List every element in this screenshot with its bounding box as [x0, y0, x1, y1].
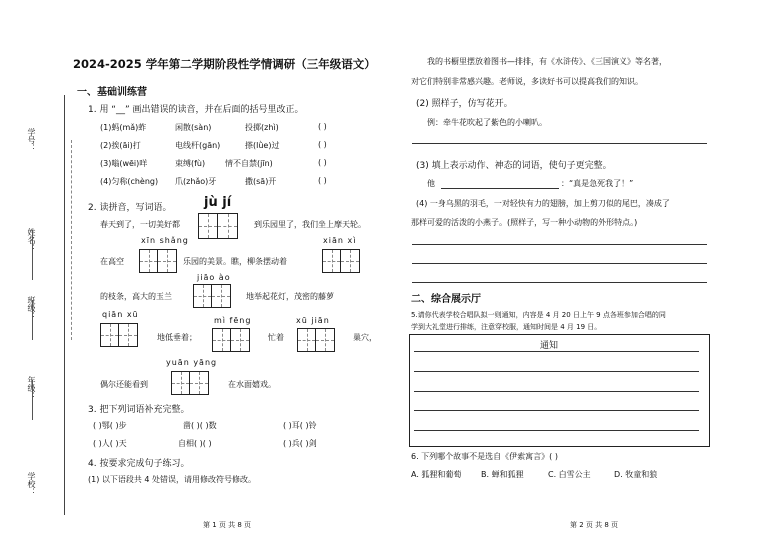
q2-prompt: 2. 读拼音，写词语。 — [88, 203, 172, 213]
binding-line — [64, 95, 65, 515]
q4-sub1: (1) 以下语段共 4 处错误，请用修改符号修改。 — [88, 475, 257, 484]
q1-row3-b: 束缚(fù) — [175, 159, 206, 168]
notice-title: 通知 — [540, 341, 559, 351]
page2-footer: 第 2 页 共 8 页 — [570, 521, 619, 529]
section-heading-comprehensive: 二、综合展示厅 — [411, 294, 481, 305]
pinyin-qianxu: qiān xū — [102, 310, 139, 319]
q2-imitate-prompt: (2) 照样子，仿写花开。 — [416, 99, 513, 109]
pinyin-xianxi: xiān xì — [323, 236, 357, 245]
q3-row2-b[interactable]: 自相( )( ) — [178, 439, 212, 448]
section-heading-basic: 一、基础训练营 — [77, 87, 147, 98]
q5-line-1: 5.请你代表学校合唱队拟一则通知，内容是 4 月 20 日上午 9 点各班参加合唱的同 — [411, 311, 666, 319]
q2-text-6: 地举起花灯，茂密的藤萝 — [246, 292, 334, 301]
pinyin-yuanyang: yuān yāng — [166, 358, 218, 367]
notice-line-5[interactable] — [414, 430, 699, 431]
passage-line-2: 对它们特别非常感兴趣。老师说，多读好书可以提高我们的知识。 — [411, 77, 643, 86]
pinyin-juji: jù jí — [204, 195, 232, 210]
q2-text-10: 偶尔还能看到 — [100, 380, 148, 389]
label-student-number: 学号： — [27, 128, 36, 152]
q1-row4-a: (4)匀称(chèng) — [100, 177, 159, 186]
q3-fill-prompt: (3) 填上表示动作、神态的词语，使句子更完整。 — [416, 161, 612, 171]
q1-row1-c: 投掷(zhì) — [245, 123, 279, 132]
answer-grid-xujian[interactable] — [297, 328, 335, 352]
q3-answer-line[interactable] — [441, 188, 559, 189]
q1-row2-b: 电线杆(gān) — [175, 141, 221, 150]
binding-line-dashed — [71, 140, 72, 340]
q1-row3-c: 情不自禁(jīn) — [225, 159, 273, 168]
q3-end: ：“真是急死我了！” — [561, 179, 634, 188]
answer-grid-juji[interactable] — [198, 213, 238, 239]
q5-line-2: 学到大礼堂进行排练，注意穿校服，通知时间是 4 月 19 日。 — [411, 323, 602, 331]
notice-line-2[interactable] — [414, 371, 699, 372]
q4-describe-line2: 那样可爱的活泼的小燕子。(照样子，写一种小动物的外形特点。) — [411, 218, 638, 227]
q2-text-7: 地低垂着； — [157, 333, 197, 342]
q1-prompt: 1. 用 “__” 画出错误的读音，并在后面的括号里改正。 — [88, 105, 304, 115]
q1-row1-a: (1)蚂(mǎ)蚱 — [100, 123, 147, 132]
q4-answer-line-1[interactable] — [412, 244, 707, 245]
answer-grid-jiaoao[interactable] — [193, 284, 231, 308]
page-title: 2024-2025 学年第二学期阶段性学情调研（三年级语文） — [73, 57, 376, 71]
q6-option-c[interactable]: C. 白雪公主 — [548, 470, 591, 479]
answer-grid-xianxi[interactable] — [322, 249, 360, 273]
notice-line-4[interactable] — [414, 410, 699, 411]
q1-row2-c: 搽(lǜe)过 — [245, 141, 280, 150]
q1-row1-answer[interactable]: ( ) — [318, 122, 327, 131]
pinyin-jiaoao: jiāo ào — [197, 273, 231, 282]
q6-option-d[interactable]: D. 牧童和狼 — [614, 470, 658, 479]
q2-text-8: 忙着 — [268, 333, 284, 342]
q2-text-2: 到乐园里了，我们坐上摩天轮。 — [254, 220, 366, 229]
label-grade: 年级： — [27, 376, 36, 400]
q3-prompt: 3. 把下列词语补充完整。 — [88, 405, 190, 415]
notice-line-3[interactable] — [414, 391, 699, 392]
q1-row2-answer[interactable]: ( ) — [318, 140, 327, 149]
name-underline[interactable] — [32, 230, 33, 280]
pinyin-xujian: xū jiān — [296, 316, 330, 325]
q6-prompt: 6. 下列哪个故事不是选自《伊索寓言》( ) — [411, 452, 558, 461]
label-school: 学校： — [27, 472, 36, 496]
class-underline[interactable] — [32, 300, 33, 340]
q1-row3-a: (3)嗡(wēi)咩 — [100, 159, 148, 168]
label-name: 姓名： — [27, 228, 36, 252]
q2-text-9: 巢穴， — [353, 333, 377, 342]
answer-grid-yuanyang[interactable] — [171, 371, 209, 395]
q1-row4-answer[interactable]: ( ) — [318, 176, 327, 185]
passage-line-1: 我的书橱里摆放着图书—排排，有《水浒传》、《三国演义》等名著， — [427, 57, 667, 66]
q1-row4-c: 撒(sā)开 — [245, 177, 277, 186]
answer-grid-xinshang[interactable] — [139, 249, 177, 273]
q1-row1-b: 闲散(sàn) — [175, 123, 212, 132]
q4-answer-line-2[interactable] — [412, 263, 707, 264]
q1-row4-b: 爪(zhǎo)牙 — [175, 177, 217, 186]
q3-row1-b[interactable]: 凿( )( )数 — [183, 421, 217, 430]
q6-option-a[interactable]: A. 狐狸和葡萄 — [411, 470, 462, 479]
q3-row2-a[interactable]: ( )人( )天 — [93, 439, 127, 448]
pinyin-mifeng: mì fēng — [214, 316, 252, 325]
q2-text-1: 春天到了，一切美好都 — [100, 220, 180, 229]
grade-underline[interactable] — [32, 380, 33, 420]
q3-row2-c[interactable]: ( )兵( )剑 — [283, 439, 317, 448]
q2-text-4: 乐园的美景。瞧，柳条摆动着 — [183, 257, 287, 266]
pinyin-xinshang: xīn shǎng — [141, 236, 189, 245]
q4-describe-line1: (4) 一身乌黑的羽毛，一对轻快有力的翅膀，加上剪刀似的尾巴，凑成了 — [416, 199, 670, 208]
label-class: 班级： — [27, 296, 36, 320]
q3-he: 他 — [427, 179, 435, 188]
q2-text-11: 在水面嬉戏。 — [228, 380, 276, 389]
answer-grid-mifeng[interactable] — [212, 328, 250, 352]
q2-text-5: 的枝条，高大的玉兰 — [100, 292, 172, 301]
q2-answer-line[interactable] — [412, 143, 707, 144]
q3-row1-a[interactable]: ( )鄂( )步 — [93, 421, 127, 430]
q4-answer-line-3[interactable] — [412, 282, 707, 283]
q1-row3-answer[interactable]: ( ) — [318, 158, 327, 167]
page1-footer: 第 1 页 共 8 页 — [203, 521, 252, 529]
q2-example: 例：牵牛花吹起了紫色的小喇叭。 — [427, 118, 547, 127]
q6-option-b[interactable]: B. 蝉和狐狸 — [481, 470, 524, 479]
q3-row1-c[interactable]: ( )耳( )铃 — [283, 421, 317, 430]
q4-prompt: 4. 按要求完成句子练习。 — [88, 459, 190, 469]
q2-text-3: 在高空 — [100, 257, 124, 266]
q1-row2-a: (2)挨(āi)打 — [100, 141, 141, 150]
answer-grid-qianxu[interactable] — [100, 323, 138, 347]
notice-line-1[interactable] — [414, 351, 699, 352]
